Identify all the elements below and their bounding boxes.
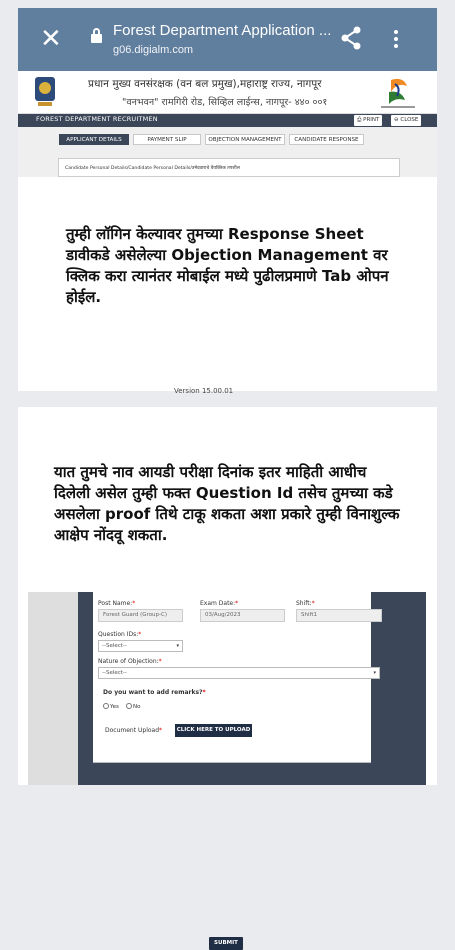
exam-date-field: 03/Aug/2023 xyxy=(200,609,285,622)
breadcrumb-box xyxy=(58,158,400,177)
screenshot-card-objection-form xyxy=(18,407,437,946)
lock-icon xyxy=(91,34,102,43)
browser-url[interactable]: g06.digialm.com xyxy=(113,44,194,56)
upload-button[interactable]: CLICK HERE TO UPLOAD xyxy=(175,724,252,737)
breadcrumb: Candidate Personal Details/Candidate Personal Details/उमेदवाराचे वैयक्तिक तपशील xyxy=(65,166,240,171)
submit-button[interactable]: SUBMIT xyxy=(209,937,243,950)
nature-of-objection-label: Nature of Objection:* xyxy=(98,658,162,665)
department-header xyxy=(18,71,437,114)
close-button[interactable]: ⊖ CLOSE xyxy=(391,115,421,126)
objection-form xyxy=(93,592,376,763)
exam-date-label: Exam Date:* xyxy=(200,600,239,607)
browser-page-title: Forest Department Application ... xyxy=(113,22,332,39)
nature-of-objection-select[interactable]: --Select-- ▾ xyxy=(98,667,380,679)
close-label: CLOSE xyxy=(400,117,419,123)
department-name: प्रधान मुख्य वनसंरक्षक (वन बल प्रमुख),महाराष्ट्र राज्य, नागपूर xyxy=(88,78,322,90)
radio-icon xyxy=(103,703,109,709)
radio-icon xyxy=(126,703,132,709)
remarks-no-radio[interactable]: No xyxy=(126,703,140,710)
remarks-yes-radio[interactable]: Yes xyxy=(103,703,119,710)
close-icon[interactable]: ✕ xyxy=(40,24,62,54)
instruction-text-1: तुम्ही लॉगिन केल्यावर तुमच्या Response Sheet डावीकडे असेलेल्या Objection Management वर क्लिक करा त्यानंतर मोबाईल मध्ये पुढीलप्रमाणे Tab ओपन होईल. xyxy=(66,225,389,306)
post-name-label: Post Name:* xyxy=(98,600,136,607)
tab-payment-slip[interactable]: PAYMENT SLIP xyxy=(133,134,201,145)
question-ids-label: Question IDs:* xyxy=(98,631,142,638)
version-text: Version 15.00.01 xyxy=(174,387,234,395)
print-button[interactable]: ⎙ PRINT xyxy=(354,115,382,126)
department-address: "वनभवन" रामगिरी रोड, सिव्हिल लाईन्स, नागपूर- ४४० ००१ xyxy=(122,97,328,108)
print-label: PRINT xyxy=(363,117,380,123)
shift-field: Shift1 xyxy=(296,609,382,622)
screenshot-card-browser xyxy=(18,8,437,391)
recruitment-label: FOREST DEPARTMENT RECRUITMEN xyxy=(36,115,158,123)
maharashtra-emblem-icon xyxy=(30,75,60,109)
submit-strip xyxy=(78,763,426,946)
tab-objection-management[interactable]: OBJECTION MANAGEMENT xyxy=(205,134,285,145)
question-ids-select[interactable]: --Select-- ▾ xyxy=(98,640,183,652)
recruitment-bar xyxy=(18,114,437,127)
chevron-down-icon: ▾ xyxy=(373,670,376,676)
tab-applicant-details[interactable]: APPLICANT DETAILS xyxy=(59,134,129,145)
post-name-field: Forest Guard (Group-C) xyxy=(98,609,183,622)
instruction-text-2: यात तुमचे नाव आयडी परीक्षा दिनांक इतर माहिती आधीच दिलेली असेल तुम्ही फक्त Question Id तसेच तुमच्या कडे असलेला proof तिथे टाकू शकता अशा प्रकारे तुम्ही विनाशुल्क आक्षेप नोंदवू शकता. xyxy=(54,463,400,544)
document-upload-label: Document Upload* xyxy=(105,727,163,734)
share-icon[interactable] xyxy=(340,26,362,50)
portal-tabs xyxy=(18,127,437,177)
chevron-down-icon: ▾ xyxy=(176,643,179,649)
objection-form-screenshot xyxy=(28,592,426,946)
tab-candidate-response[interactable]: CANDIDATE RESPONSE xyxy=(289,134,364,145)
remarks-question: Do you want to add remarks?* xyxy=(103,689,206,696)
azadi-amrut-logo-icon xyxy=(373,74,423,112)
more-vert-icon[interactable] xyxy=(394,30,400,51)
shift-label: Shift:* xyxy=(296,600,315,607)
browser-toolbar xyxy=(18,8,437,71)
side-panel-left xyxy=(78,592,93,763)
